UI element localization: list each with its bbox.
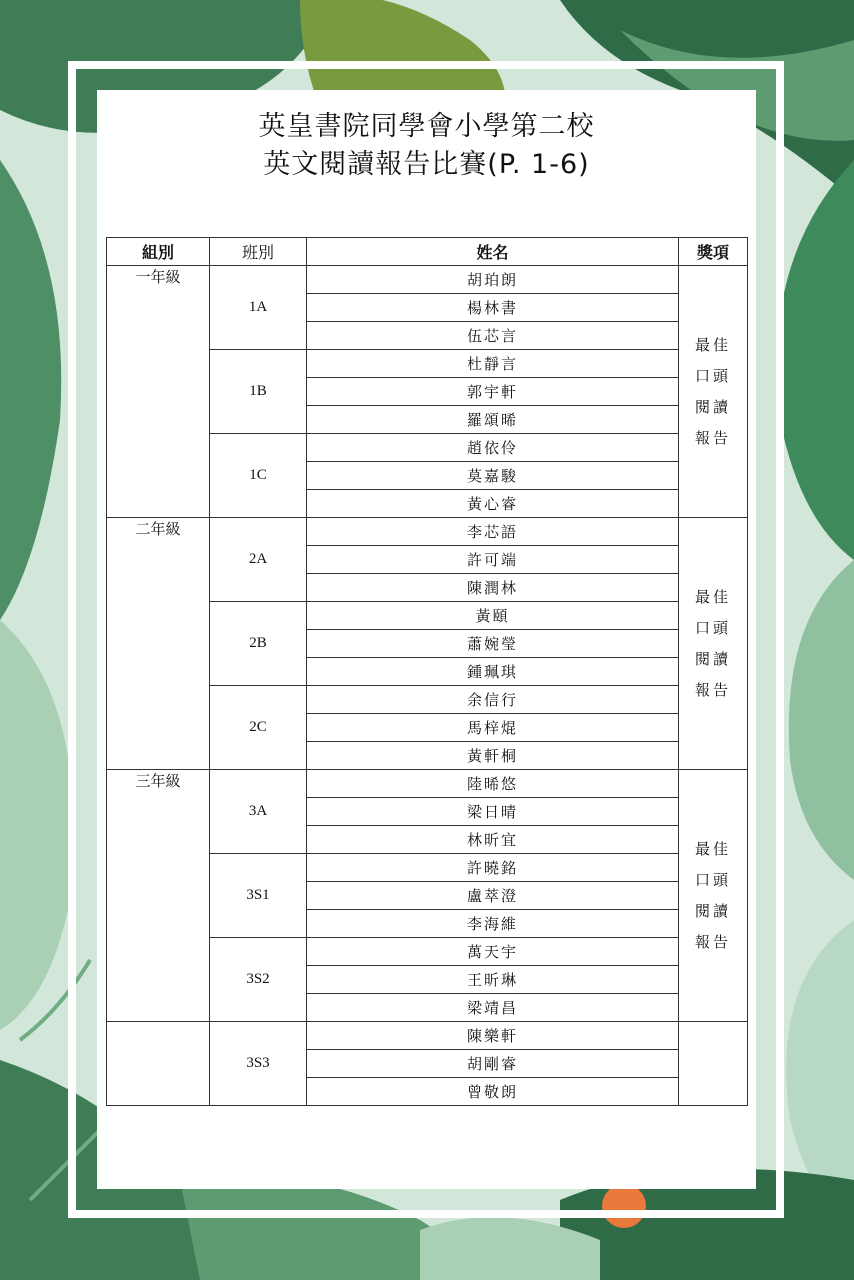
table-row [107, 770, 748, 798]
student-name-cell: 盧萃澄 [307, 882, 679, 910]
group-cell: 三年級 [107, 770, 210, 1022]
award-table-body [107, 266, 748, 1106]
student-name-cell: 陸晞悠 [307, 770, 679, 798]
student-name-cell: 胡剛睿 [307, 1050, 679, 1078]
student-name-cell: 李芯語 [307, 518, 679, 546]
student-name-cell: 胡珀朗 [307, 266, 679, 294]
class-cell: 1C [210, 434, 307, 518]
student-name-cell: 梁靖昌 [307, 994, 679, 1022]
class-cell: 3S2 [210, 938, 307, 1022]
table-row [107, 518, 748, 546]
student-name-cell: 曾敬朗 [307, 1078, 679, 1106]
student-name-cell: 萬天宇 [307, 938, 679, 966]
award-cell [679, 1022, 748, 1106]
class-cell: 3A [210, 770, 307, 854]
table-row [107, 266, 748, 294]
class-cell: 2A [210, 518, 307, 602]
student-name-cell: 伍芯言 [307, 322, 679, 350]
student-name-cell: 楊林書 [307, 294, 679, 322]
award-label: 最佳口頭閱讀報告 [694, 587, 731, 699]
class-cell: 1B [210, 350, 307, 434]
title-competition: 英文閱讀報告比賽(P. 1-6) [263, 149, 590, 180]
student-name-cell: 羅頌晞 [307, 406, 679, 434]
student-name-cell: 莫嘉駿 [307, 462, 679, 490]
award-cell [679, 518, 748, 770]
student-name-cell: 趙依伶 [307, 434, 679, 462]
table-header-row [107, 238, 748, 266]
header-class: 班別 [210, 238, 307, 266]
class-cell: 2B [210, 602, 307, 686]
student-name-cell: 王昕琳 [307, 966, 679, 994]
student-name-cell: 蕭婉瑩 [307, 630, 679, 658]
class-cell: 2C [210, 686, 307, 770]
student-name-cell: 黃軒桐 [307, 742, 679, 770]
header-name: 姓名 [307, 238, 679, 266]
table-row [107, 1022, 748, 1050]
student-name-cell: 余信行 [307, 686, 679, 714]
group-cell [107, 1022, 210, 1106]
award-cell [679, 266, 748, 518]
group-cell: 一年級 [107, 266, 210, 518]
student-name-cell: 郭宇軒 [307, 378, 679, 406]
award-table [106, 237, 748, 1106]
student-name-cell: 杜靜言 [307, 350, 679, 378]
student-name-cell: 鍾珮琪 [307, 658, 679, 686]
student-name-cell: 黃頤 [307, 602, 679, 630]
student-name-cell: 陳樂軒 [307, 1022, 679, 1050]
class-cell: 3S3 [210, 1022, 307, 1106]
class-cell: 3S1 [210, 854, 307, 938]
student-name-cell: 許可端 [307, 546, 679, 574]
class-cell: 1A [210, 266, 307, 350]
award-label: 最佳口頭閱讀報告 [694, 839, 731, 951]
group-cell: 二年級 [107, 518, 210, 770]
student-name-cell: 馬梓焜 [307, 714, 679, 742]
student-name-cell: 許曉銘 [307, 854, 679, 882]
student-name-cell: 陳潤林 [307, 574, 679, 602]
header-group: 組別 [107, 238, 210, 266]
student-name-cell: 林昕宜 [307, 826, 679, 854]
student-name-cell: 李海維 [307, 910, 679, 938]
title-school: 英皇書院同學會小學第二校 [258, 111, 595, 142]
award-label: 最佳口頭閱讀報告 [694, 335, 731, 447]
header-award: 獎項 [679, 238, 748, 266]
student-name-cell: 黃心睿 [307, 490, 679, 518]
award-cell [679, 770, 748, 1022]
student-name-cell: 梁日晴 [307, 798, 679, 826]
